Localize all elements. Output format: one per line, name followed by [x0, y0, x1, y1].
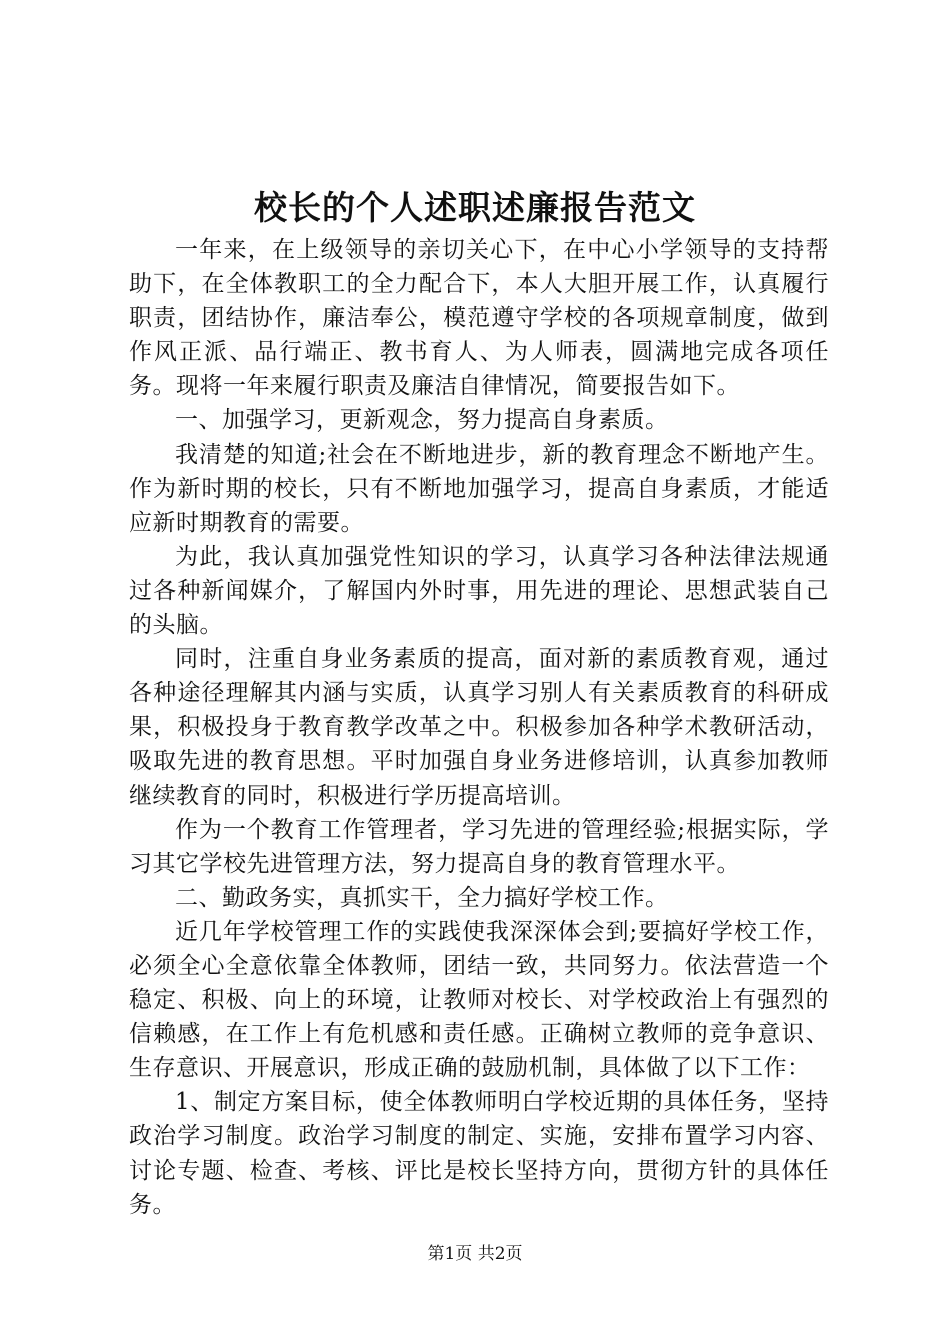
- paragraph-intro: 一年来，在上级领导的亲切关心下，在中心小学领导的支持帮助下，在全体教职工的全力配合下，本人大胆开展工作，认真履行职责，团结协作，廉洁奉公，模范遵守学校的各项规章制度，做到作风正派、品行端正、教书育人、为人师表，圆满地完成各项任务。现将一年来履行职责及廉洁自律情况，简要报告如下。: [129, 237, 829, 400]
- section-heading-1: 一、加强学习，更新观念，努力提高自身素质。: [175, 407, 669, 434]
- paragraph: 我清楚的知道;社会在不断地进步，新的教育理念不断地产生。作为新时期的校长，只有不断地加强学习，提高自身素质，才能适应新时期教育的需要。: [129, 441, 829, 536]
- document-title: 校长的个人述职述廉报告范文: [254, 188, 696, 227]
- paragraph: 为此，我认真加强党性知识的学习，认真学习各种法律法规通过各种新闻媒介，了解国内外时事，用先进的理论、思想武装自己的头脑。: [129, 543, 829, 639]
- page-footer: 第1页 共2页: [427, 1244, 523, 1264]
- paragraph: 近几年学校管理工作的实践使我深深体会到;要搞好学校工作，必须全心全意依靠全体教师，团结一致，共同努力。依法营造一个稳定、积极、向上的环境，让教师对校长、对学校政治上有强烈的信赖感，在工作上有危机感和责任感。正确树立教师的竞争意识、生存意识、开展意识，形成正确的鼓励机制，具体做了以下工作：: [129, 918, 829, 1082]
- paragraph: 作为一个教育工作管理者，学习先进的管理经验;根据实际，学习其它学校先进管理方法，努力提高自身的教育管理水平。: [129, 816, 829, 877]
- paragraph: 同时，注重自身业务素质的提高，面对新的素质教育观，通过各种途径理解其内涵与实质，认真学习别人有关素质教育的科研成果，积极投身于教育教学改革之中。积极参加各种学术教研活动，吸取先进的教育思想。平时加强自身业务进修培训，认真参加教师继续教育的同时，积极进行学历提高培训。: [129, 646, 829, 809]
- paragraph-list-item-1: 1、制定方案目标，使全体教师明白学校近期的具体任务，坚持政治学习制度。政治学习制度的制定、实施，安排布置学习内容、讨论专题、检查、考核、评比是校长坚持方向，贯彻方针的具体任务。: [129, 1089, 829, 1218]
- section-heading-2: 二、勤政务实，真抓实干，全力搞好学校工作。: [175, 884, 669, 911]
- document-body: [129, 233, 829, 1222]
